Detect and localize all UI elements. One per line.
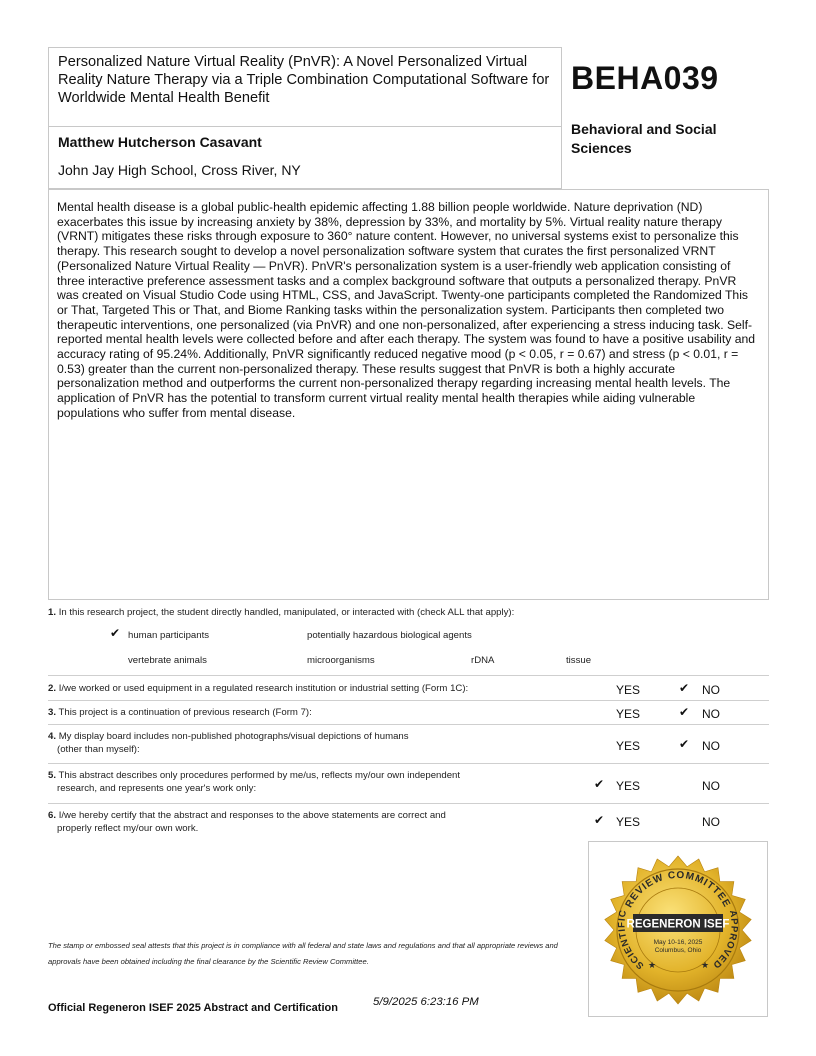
question-2-text: I/we worked or used equipment in a regulated research institution or industrial setting (Form 1C): bbox=[58, 683, 469, 694]
q3-no-label[interactable]: NO bbox=[702, 707, 720, 721]
question-6-text-line1: I/we hereby certify that the abstract and responses to the above statements are correct and bbox=[58, 810, 446, 821]
question-5-text-line1: This abstract describes only procedures performed by me/us, reflects my/our own independent bbox=[58, 770, 461, 781]
question-6-text-line2: properly reflect my/our own work. bbox=[57, 822, 199, 834]
seal-star-left-icon: ★ bbox=[648, 960, 657, 970]
abstract-text: Mental health disease is a global public-health epidemic affecting 1.88 billion people worldwide. Nature deprivation (ND) exacerbates this issue by increasing anxiety by 38%, depression by 33%, and mortality by 5%. Virtual reality nature therapy (VRNT) mitigates these risks through exposure to 360° nature content. However, no universal systems exist to personalize this therapy. This research sought to develop a novel personalization software system that curates the first personalized VRNT (Personalized Nature Virtual Reality — PnVR). PnVR's personalization system is a user-friendly web application consisting of three interactive preference assessment tasks and a complex background software that outputs a personalized therapy. PnVR was created on Visual Studio Code using HTML, CSS, and JavaScript. Twenty-one participants completed the Randomized This or That, Targeted This or That, and Biome Ranking tasks within the personalization system. Participants then completed two therapeutic interventions, one personalized (via PnVR) and one non-personalized, after experiencing a stress inducing task. Self-reported mental health levels were collected before and after each therapy. The system was found to have a positive usability and accuracy rating of 95.24%. Additionally, PnVR significantly reduced negative mood (p < 0.05, r = 0.67) and stress (p < 0.01, r = 0.53) greater than the current non-personalized therapy. These results suggest that PnVR is both a highly accurate personalization method and outperforms the current non-personalized therapy regarding increasing mental health levels. The application of PnVR has the potential to transform current virtual reality mental health therapies while aiding vulnerable populations who suffer from mental disease. bbox=[57, 200, 756, 420]
question-6-number: 6. bbox=[48, 810, 57, 821]
project-code: BEHA039 bbox=[571, 60, 719, 96]
project-category: Behavioral and Social Sciences bbox=[571, 121, 717, 156]
q3-yes-label[interactable]: YES bbox=[616, 707, 641, 721]
seal-disclaimer: The stamp or embossed seal attests that this project is in compliance with all federal and state laws and regulations and that all appropriate reviews and approvals have been obtained including the final clearance by the Scientific Review Committee. bbox=[48, 941, 558, 966]
seal-box bbox=[588, 841, 768, 1017]
author-name: Matthew Hutcherson Casavant bbox=[58, 134, 262, 150]
divider bbox=[48, 675, 769, 676]
question-2-number: 2. bbox=[48, 683, 57, 694]
question-5-number: 5. bbox=[48, 770, 57, 781]
divider bbox=[48, 724, 769, 725]
question-4-text-line2: (other than myself): bbox=[57, 743, 140, 755]
author-school: John Jay High School, Cross River, NY bbox=[58, 162, 301, 178]
seal-star-right-icon: ★ bbox=[701, 960, 710, 970]
question-1-text: In this research project, the student directly handled, manipulated, or interacted with (check ALL that apply): bbox=[58, 607, 515, 618]
q5-no-label[interactable]: NO bbox=[702, 779, 720, 793]
divider bbox=[48, 803, 769, 804]
question-1 bbox=[48, 607, 514, 620]
divider bbox=[48, 700, 769, 701]
checkmark-icon[interactable]: ✔ bbox=[594, 777, 605, 791]
checkmark-icon[interactable]: ✔ bbox=[679, 737, 690, 751]
option-human-participants: human participants bbox=[128, 630, 210, 641]
question-4-text-line1: My display board includes non-published photographs/visual depictions of humans bbox=[58, 731, 409, 742]
footer-timestamp: 5/9/2025 6:23:16 PM bbox=[373, 996, 479, 1008]
q5-yes-label[interactable]: YES bbox=[616, 779, 641, 793]
checkmark-icon[interactable]: ✔ bbox=[594, 813, 605, 827]
q6-yes-label[interactable]: YES bbox=[616, 815, 641, 829]
option-tissue: tissue bbox=[566, 655, 592, 666]
q2-no-label[interactable]: NO bbox=[702, 683, 720, 697]
footer-title: Official Regeneron ISEF 2025 Abstract and Certification bbox=[48, 1002, 338, 1014]
question-6 bbox=[48, 810, 446, 835]
checkmark-icon[interactable]: ✔ bbox=[110, 626, 121, 640]
option-microorganisms: microorganisms bbox=[307, 655, 375, 666]
q4-no-label[interactable]: NO bbox=[702, 739, 720, 753]
q6-no-label[interactable]: NO bbox=[702, 815, 720, 829]
project-title-box bbox=[48, 47, 562, 127]
question-5 bbox=[48, 770, 460, 795]
option-vertebrate-animals: vertebrate animals bbox=[128, 655, 207, 666]
seal-city: Columbus, Ohio bbox=[654, 947, 702, 954]
project-title: Personalized Nature Virtual Reality (PnVR): A Novel Personalized Virtual Reality Nature Therapy via a Triple Combination Computational Software for Worldwide Mental Health Benefit bbox=[58, 54, 550, 106]
abstract-box bbox=[48, 189, 769, 600]
question-3-text: This project is a continuation of previous research (Form 7): bbox=[58, 707, 312, 718]
question-2 bbox=[48, 683, 468, 696]
seal-left-arc: SCIENTIFIC bbox=[616, 908, 647, 972]
question-3-number: 3. bbox=[48, 707, 57, 718]
checkmark-icon[interactable]: ✔ bbox=[679, 705, 690, 719]
seal-dates: May 10-16, 2025 bbox=[653, 939, 703, 946]
author-box bbox=[48, 127, 562, 189]
seal-brand: REGENERON ISEF bbox=[626, 918, 730, 931]
seal-top-arc: REVIEW COMMITTEE bbox=[623, 869, 733, 910]
question-4 bbox=[48, 731, 409, 756]
seal-right-arc: APPROVED bbox=[710, 909, 740, 971]
q4-yes-label[interactable]: YES bbox=[616, 739, 641, 753]
option-hazardous-agents: potentially hazardous biological agents bbox=[307, 630, 472, 641]
q2-yes-label[interactable]: YES bbox=[616, 683, 641, 697]
question-5-text-line2: research, and represents one year's work only: bbox=[57, 782, 257, 794]
question-1-number: 1. bbox=[48, 607, 57, 618]
approval-seal-icon bbox=[589, 842, 767, 1016]
checkmark-icon[interactable]: ✔ bbox=[679, 681, 690, 695]
option-rdna: rDNA bbox=[471, 655, 495, 666]
question-4-number: 4. bbox=[48, 731, 57, 742]
divider bbox=[48, 763, 769, 764]
question-3 bbox=[48, 707, 312, 720]
